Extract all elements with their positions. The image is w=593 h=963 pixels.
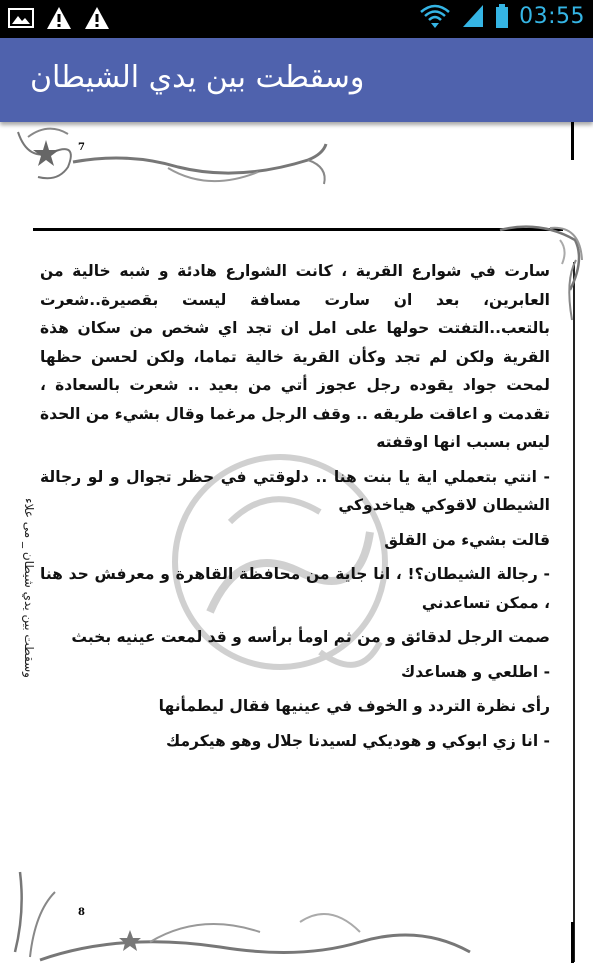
- bottom-right-rule: [571, 922, 574, 963]
- wifi-icon: [419, 3, 451, 29]
- bottom-page-number: 8: [78, 907, 85, 918]
- top-left-ornament: [8, 122, 338, 192]
- bottom-ornament: [0, 852, 593, 963]
- status-bar: [0, 0, 593, 38]
- system-icons: [419, 3, 585, 29]
- signal-icon: [461, 3, 485, 29]
- battery-icon: [495, 3, 509, 29]
- paragraph: - انتي بتعملي اية يا بنت هنا .. دلوقتي في حظر تجوال و لو رجالة الشيطان لاقوكي هياخدوكي: [40, 467, 550, 514]
- top-right-rule: [571, 122, 574, 160]
- paragraph: سارت في شوارع القرية ، كانت الشوارع هادئة و شبه خالية من العابرين، بعد ان سارت مسافة ليست بقصيرة..شعرت بالتعب..التفتت حولها على امل ان تجد اي شخص من سكان هذة القرية ولكن لم تجد وكأن القرية خالية تماما، ولكن لحسن حظها لمحت جواد يقوده رجل عجوز أتي من بعيد .. شعرت بالسعادة ، تقدمت و اعاقت طريقه .. وقف الرجل مرغما وقال بشيء من الحدة ليس بسبب انها اوقفته: [40, 262, 550, 451]
- warning-icon: [46, 6, 72, 30]
- story-text: [40, 257, 550, 761]
- clock: 03:55: [519, 3, 585, 29]
- paragraph: - اطلعي و هساعدك: [400, 662, 550, 681]
- image-icon: [8, 7, 34, 29]
- paragraph: قالت بشيء من القلق: [384, 530, 550, 549]
- notification-icons: [8, 6, 110, 30]
- paragraph: صمت الرجل لدقائق و من ثم اومأ برأسه و قد لمعت عينيه بخبث: [71, 628, 550, 646]
- paragraph: - رجالة الشيطان؟! ، انا جاية من محافظة القاهرة و معرفش حد هنا ، ممكن تساعدني: [40, 565, 550, 612]
- paragraph: - انا زي ابوكي و هوديكي لسيدنا جلال وهو هيكرمك: [166, 731, 550, 750]
- horizontal-rule: [33, 228, 563, 231]
- app-bar: [0, 38, 593, 122]
- side-caption: وسقطت بين يدي شيطان _ مى علاء: [22, 498, 36, 678]
- paragraph: رأى نظرة التردد و الخوف في عينيها فقال ليطمأنها: [158, 697, 550, 715]
- top-page-number: 7: [78, 142, 85, 153]
- app-title: وسقطت بين يدي الشيطان: [30, 60, 365, 95]
- book-page[interactable]: [0, 122, 593, 963]
- warning-icon: [84, 6, 110, 30]
